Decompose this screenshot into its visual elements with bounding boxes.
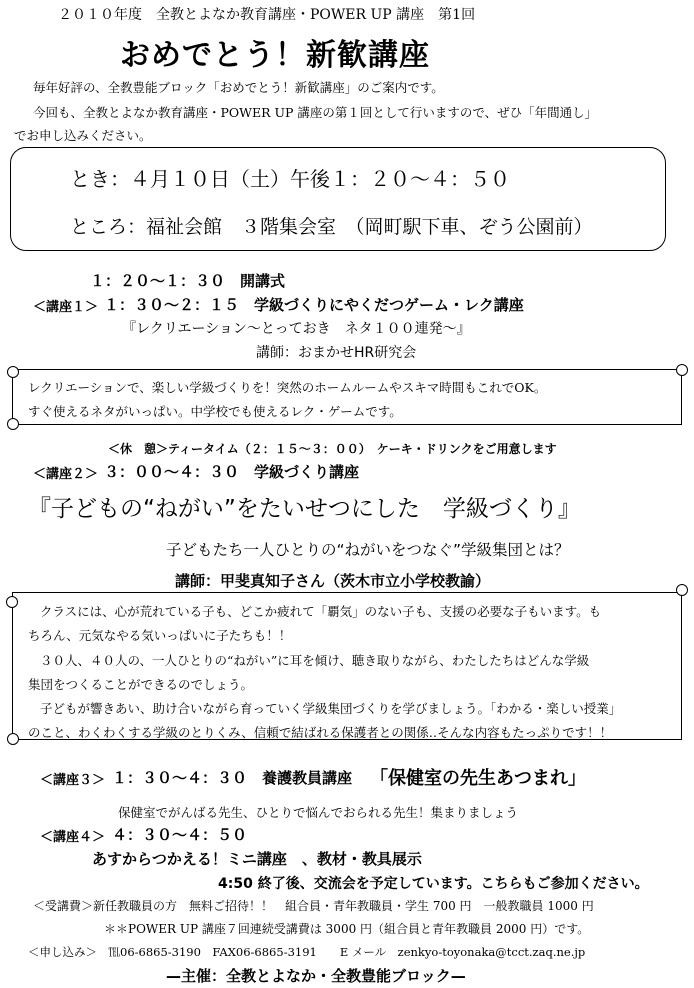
lecture1-label: ＜講座１＞ [33, 300, 99, 315]
lecture2-headline: 『子どもの“ねがい”をたいせつにした 学級づくり』 [28, 496, 581, 522]
lecture4-label: ＜講座４＞ [40, 830, 106, 845]
lecture1-description-line-2: すぐ使えるネタがいっぱい。中学校でも使えるレク・ゲームです。 [28, 404, 402, 419]
fees-line-2: ＊＊POWER UP 講座７回連続受講費は 3000 円（組合員と青年教職員 2000 円）です。 [104, 922, 590, 936]
intro-line-1: 毎年好評の、全教豊能ブロック「おめでとう！新歓講座」のご案内です。 [33, 80, 444, 95]
lecture2-description-line-2: ちろん、元気なやる気いっぱいに子たちも！！ [28, 628, 292, 643]
intro-line-3: でお申し込みください。 [14, 128, 152, 143]
lecture4-title: ４：３０〜４：５０ [112, 826, 248, 844]
scroll-curl-icon [7, 418, 19, 430]
fees-line-1: ＜受講費＞新任教職員の方 無料ご招待！！ 組合員・青年教職員・学生 700 円 一般教職員 1000 円 [33, 899, 594, 913]
lecture3-label: ＜講座３＞ [40, 773, 106, 788]
scroll-curl-icon [7, 733, 19, 745]
where-text: ところ：福祉会館 ３階集会室 （岡町駅下車、ぞう公園前） [70, 216, 593, 238]
break-notice: ＜休 憩＞ティータイム（２：１５〜３：００） ケーキ・ドリンクをご用意します [108, 442, 557, 456]
series-label: ２０１０年度 全教とよなか教育講座・POWER UP 講座 第1回 [58, 7, 476, 23]
lecture4-subtitle: あすからつかえる！ミニ講座 、教材・教具展示 [92, 850, 422, 868]
when-text: とき：４月１０日（土）午後１：２０〜４：５０ [70, 167, 510, 191]
lecture1-title: １：３０〜２：１５ 学級づくりにやくだつゲーム・レク講座 [104, 296, 524, 314]
lecture2-description-line-5: 子どもが響きあい、助け合いながら育っていく学級集団づくりを学びましょう。「わかる・楽しい授業」 [40, 701, 622, 716]
application-contact: ＜申し込み＞ ℡06-6865-3190 FAX06-6865-3191 E メール zenkyo-toyonaka@tcct.zaq.ne.jp [28, 945, 586, 959]
scroll-curl-icon [676, 364, 688, 376]
page-title: おめでとう！新歓講座 [120, 38, 430, 73]
lecture2-subheading: 子どもたち一人ひとりの“ねがいをつなぐ”学級集団とは？ [166, 541, 570, 559]
lecture3-title: １：３０〜４：３０ 養護教員講座 [112, 769, 353, 787]
lecture2-description-line-6: のこと、わくわくする学級のとりくみ、信頼で結ばれる保護者との関係‥そんな内容もたっぷりです！！ [28, 725, 613, 740]
lecture2-description-line-3: ３０人、４０人の、一人ひとりの“ねがい”に耳を傾け、聴き取りながら、わたしたちはどんな学級 [40, 653, 590, 668]
lecture2-title: ３：００〜４：３０ 学級づくり講座 [104, 463, 360, 481]
lecture1-subtitle: 『レクリエーション〜とっておき ネタ１００連発〜』 [122, 321, 471, 337]
lecture2-speaker: 講師：甲斐真知子さん（茨木市立小学校教諭） [175, 572, 491, 590]
scroll-curl-icon [676, 584, 688, 596]
lecture1-speaker: 講師：おまかせHR研究会 [256, 345, 417, 361]
lecture3-description: 保健室でがんばる先生、ひとりで悩んでおられる先生！集まりましょう [118, 805, 519, 820]
scroll-curl-icon [7, 366, 19, 378]
lecture2-description-line-1: クラスには、心が荒れている子も、どこか疲れて「覇気」のない子も、支援の必要な子もいます。も [40, 604, 602, 619]
organizer-footer: —主催：全教とよなか・全教豊能ブロック— [166, 967, 466, 985]
lecture2-label: ＜講座２＞ [33, 467, 99, 482]
lecture2-description-line-4: 集団をつくることができるのでしょう。 [28, 677, 254, 692]
after-party-notice: 4:50 終了後、交流会を予定しています。こちらもご参加ください。 [218, 876, 649, 892]
lecture1-description-line-1: レクリエーションで、楽しい学級づくりを！突然のホームルームやスキマ時間もこれでOK。 [28, 380, 547, 395]
opening-ceremony: １：２０〜１：３０ 開講式 [90, 272, 286, 290]
intro-line-2: 今回も、全教とよなか教育講座・POWER UP 講座の第１回として行いますので、ぜひ「年間通し」 [33, 105, 598, 120]
lecture3-headline: 「保健室の先生あつまれ」 [370, 768, 586, 789]
scroll-curl-icon [6, 596, 18, 608]
